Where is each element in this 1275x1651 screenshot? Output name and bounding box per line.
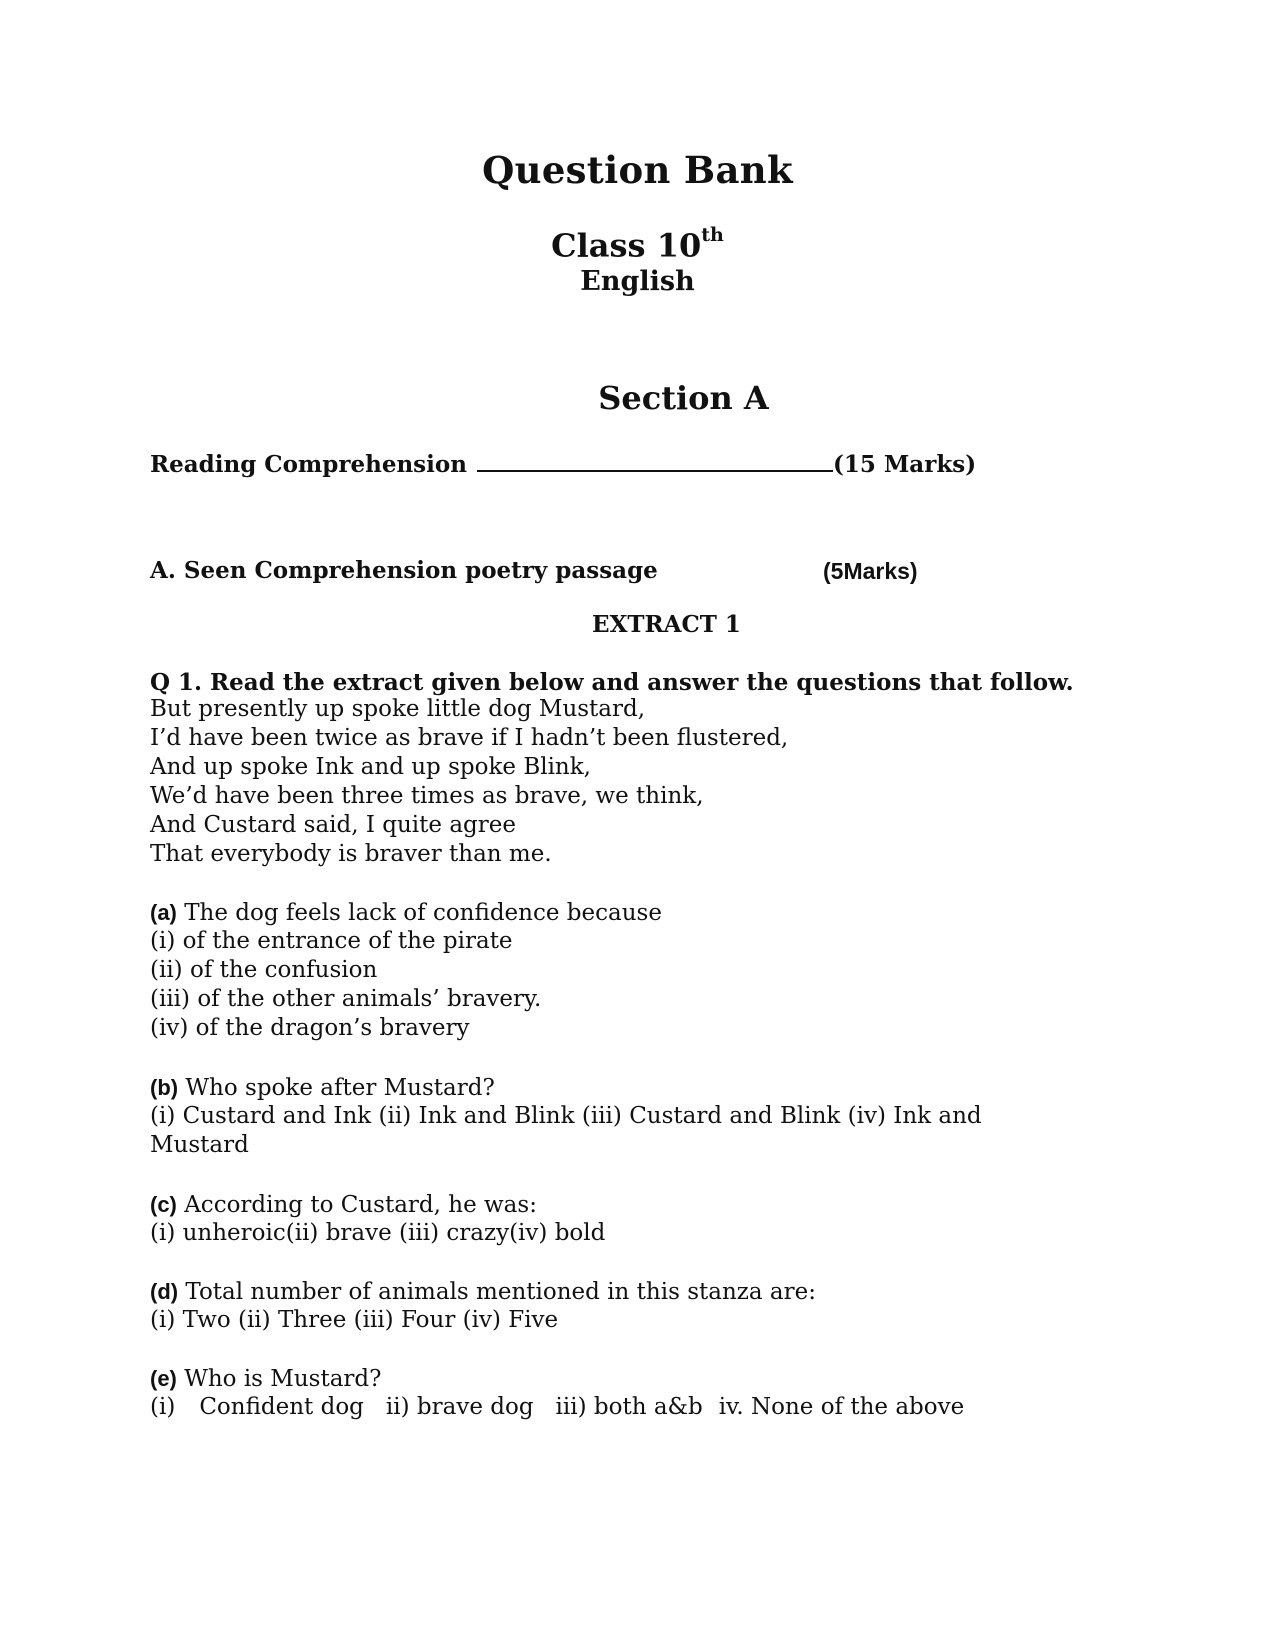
class-heading [0,218,1275,267]
question-text: Who is Mustard? [176,1366,382,1392]
question-1-instruction: Q 1. Read the extract given below and answer the questions that follow. [150,669,1074,696]
option-line: (i) unheroic(ii) brave (iii) crazy(iv) bold [150,1220,606,1246]
seen-comprehension-marks: (5Marks) [823,558,918,584]
question-c [150,1190,605,1248]
poem-line: That everybody is braver than me. [150,841,552,867]
poem-line: But presently up spoke little dog Mustard, [150,696,646,722]
question-label: (b) [150,1075,179,1100]
question-label: (a) [150,900,177,925]
reading-comprehension-row [150,446,976,481]
option: (iii) of the other animals’ bravery. [150,986,542,1012]
question-label: (c) [150,1192,177,1217]
option-line [150,1393,964,1422]
poem-line: We’d have been three times as brave, we think, [150,783,704,809]
reading-marks: (15 Marks) [832,451,977,478]
seen-comprehension-label: A. Seen Comprehension poetry passage [150,557,658,584]
option: (i) [150,1394,176,1420]
question-e-stem [150,1364,964,1393]
question-c-stem [150,1190,605,1219]
class-superscript: th [701,224,724,246]
option: iii) both a&b [555,1394,703,1420]
poem-line: And up spoke Ink and up spoke Blink, [150,754,591,780]
blank-underline [477,446,833,472]
poem-extract [150,695,788,869]
subject-heading: English [580,266,695,297]
question-label: (d) [150,1279,179,1304]
question-label: (e) [150,1366,177,1391]
option-line: (i) Two (ii) Three (iii) Four (iv) Five [150,1307,559,1333]
question-a [150,898,662,1043]
option: Confident dog [199,1394,364,1420]
question-d-stem [150,1277,816,1306]
poem-line: And Custard said, I quite agree [150,812,516,838]
option: ii) brave dog [385,1394,534,1420]
question-d [150,1277,816,1335]
option-line: (i) Custard and Ink (ii) Ink and Blink (iii) Custard and Blink (iv) Ink and [150,1103,982,1129]
question-text: According to Custard, he was: [176,1192,537,1218]
question-text: Total number of animals mentioned in this stanza are: [178,1279,816,1305]
option-line: Mustard [150,1132,249,1158]
reading-label: Reading Comprehension [150,451,467,478]
poem-line: I’d have been twice as brave if I hadn’t been flustered, [150,725,789,751]
question-e [150,1364,964,1422]
option: (i) of the entrance of the pirate [150,928,513,954]
extract-title: EXTRACT 1 [592,611,741,638]
question-b [150,1073,982,1160]
option: (iv) of the dragon’s bravery [150,1015,470,1041]
question-b-stem [150,1073,982,1102]
question-text: The dog feels lack of confidence because [176,900,662,926]
question-a-stem [150,898,662,927]
question-text: Who spoke after Mustard? [178,1075,495,1101]
document-title: Question Bank [482,148,793,192]
option: iv. None of the above [718,1394,965,1420]
section-title: Section A [598,379,769,417]
option: (ii) of the confusion [150,957,378,983]
class-label: Class 10 [551,226,702,265]
